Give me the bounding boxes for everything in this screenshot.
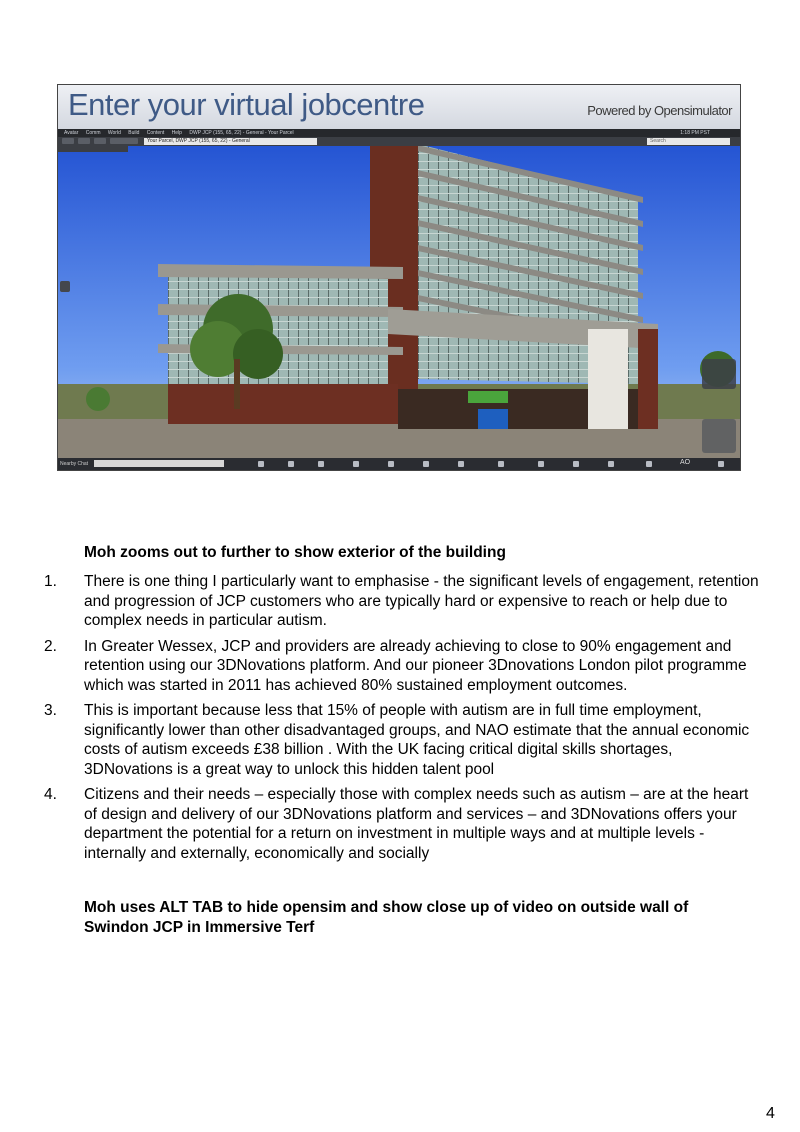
map-pin-icon[interactable]: [60, 281, 70, 292]
list-item: [44, 785, 760, 863]
outro-note: Moh uses ALT TAB to hide opensim and show close up of video on outside wall of Swindon JCP in Immersive Terf: [84, 899, 689, 936]
slide-title: Enter your virtual jobcentre: [68, 87, 425, 122]
list-item: [44, 701, 760, 779]
list-number: 3.: [44, 702, 57, 719]
viewer-bottom-toolbar: [58, 458, 740, 470]
menu-item-build[interactable]: Build: [128, 130, 140, 136]
viewer-sub-toolbar: [58, 146, 128, 152]
search-input[interactable]: Search: [647, 138, 730, 145]
slide-header: [58, 85, 740, 129]
menu-item-comm[interactable]: Comm: [85, 130, 101, 136]
list-text: This is important because less that 15% of people with autism are in full time employment, significantly lower than other disadvantaged groups, and NAO estimate that the annual economic costs of autism exceeds £38 billion . With the UK facing critical digital skills shortages, 3DNovations is a great way to unlock this hidden talent pool: [84, 702, 750, 778]
nearby-chat-label: Nearby Chat: [60, 461, 89, 467]
settings-icon[interactable]: [718, 461, 724, 467]
clock-label: 1:18 PM PST: [680, 130, 710, 136]
page-number: 4: [766, 1105, 775, 1122]
intro-note: Moh zooms out to further to show exterior of the building: [84, 544, 506, 561]
snapshot-icon[interactable]: [608, 461, 614, 467]
gesture-icon[interactable]: [318, 461, 324, 467]
inventory-icon[interactable]: [646, 461, 652, 467]
opensim-viewer: [58, 129, 740, 470]
location-field[interactable]: Your Parcel, DWP JCP (155, 65, 22) - General: [144, 138, 317, 145]
menu-item-avatar[interactable]: Avatar: [64, 130, 79, 136]
minimap-icon[interactable]: [573, 461, 579, 467]
chat-input[interactable]: [94, 460, 224, 467]
menu-item-world[interactable]: World: [107, 130, 121, 136]
menu-item-help[interactable]: Help: [171, 130, 182, 136]
list-text: In Greater Wessex, JCP and providers are already achieving to close to 90% engagement and retention using our 3DNovations platform. And our pioneer 3Dnovations London pilot programme which was started in 2011 has achieved 80% sustained employment outcomes.: [84, 637, 747, 694]
movement-controls[interactable]: [702, 359, 736, 389]
building-scene: [58, 129, 740, 470]
parcel-info: DWP JCP (155, 65, 22) - General - Your Parcel: [189, 130, 294, 136]
list-text: There is one thing I particularly want to emphasise - the significant levels of engagement, retention and progression of JCP customers who are typically hard or expensive to reach or help due to complex needs in particular autism.: [84, 573, 759, 629]
view-icon[interactable]: [388, 461, 394, 467]
search-icon[interactable]: [498, 461, 504, 467]
viewer-navbar: [58, 137, 740, 146]
viewer-menubar: [58, 129, 740, 137]
people-icon[interactable]: [423, 461, 429, 467]
ao-button[interactable]: AO: [680, 459, 691, 466]
list-item: [44, 572, 760, 631]
screenshot-slide: [57, 84, 741, 471]
speak-icon[interactable]: [258, 461, 264, 467]
menu-item-content[interactable]: Content: [146, 130, 165, 136]
powered-by-label: Powered by Opensimulator: [587, 103, 732, 118]
forward-button[interactable]: [78, 138, 90, 144]
numbered-list: [44, 572, 760, 869]
camera-controls[interactable]: [702, 419, 736, 453]
list-number: 1.: [44, 573, 57, 590]
mic-icon[interactable]: [288, 461, 294, 467]
list-item: [44, 637, 760, 696]
home-icon[interactable]: [94, 138, 106, 144]
list-text: Citizens and their needs – especially those with complex needs such as autism – are at the heart of design and delivery of our 3DNovations platform and services – and 3DNovations offers your department the potential for a return on investment in multiple ways and at multiple levels - internally and externally, economically and socially: [84, 786, 749, 862]
move-icon[interactable]: [353, 461, 359, 467]
list-number: 2.: [44, 637, 57, 655]
map-icon[interactable]: [538, 461, 544, 467]
location-button[interactable]: [110, 138, 138, 144]
appearance-icon[interactable]: [458, 461, 464, 467]
list-number: 4.: [44, 786, 57, 803]
back-button[interactable]: [62, 138, 74, 144]
